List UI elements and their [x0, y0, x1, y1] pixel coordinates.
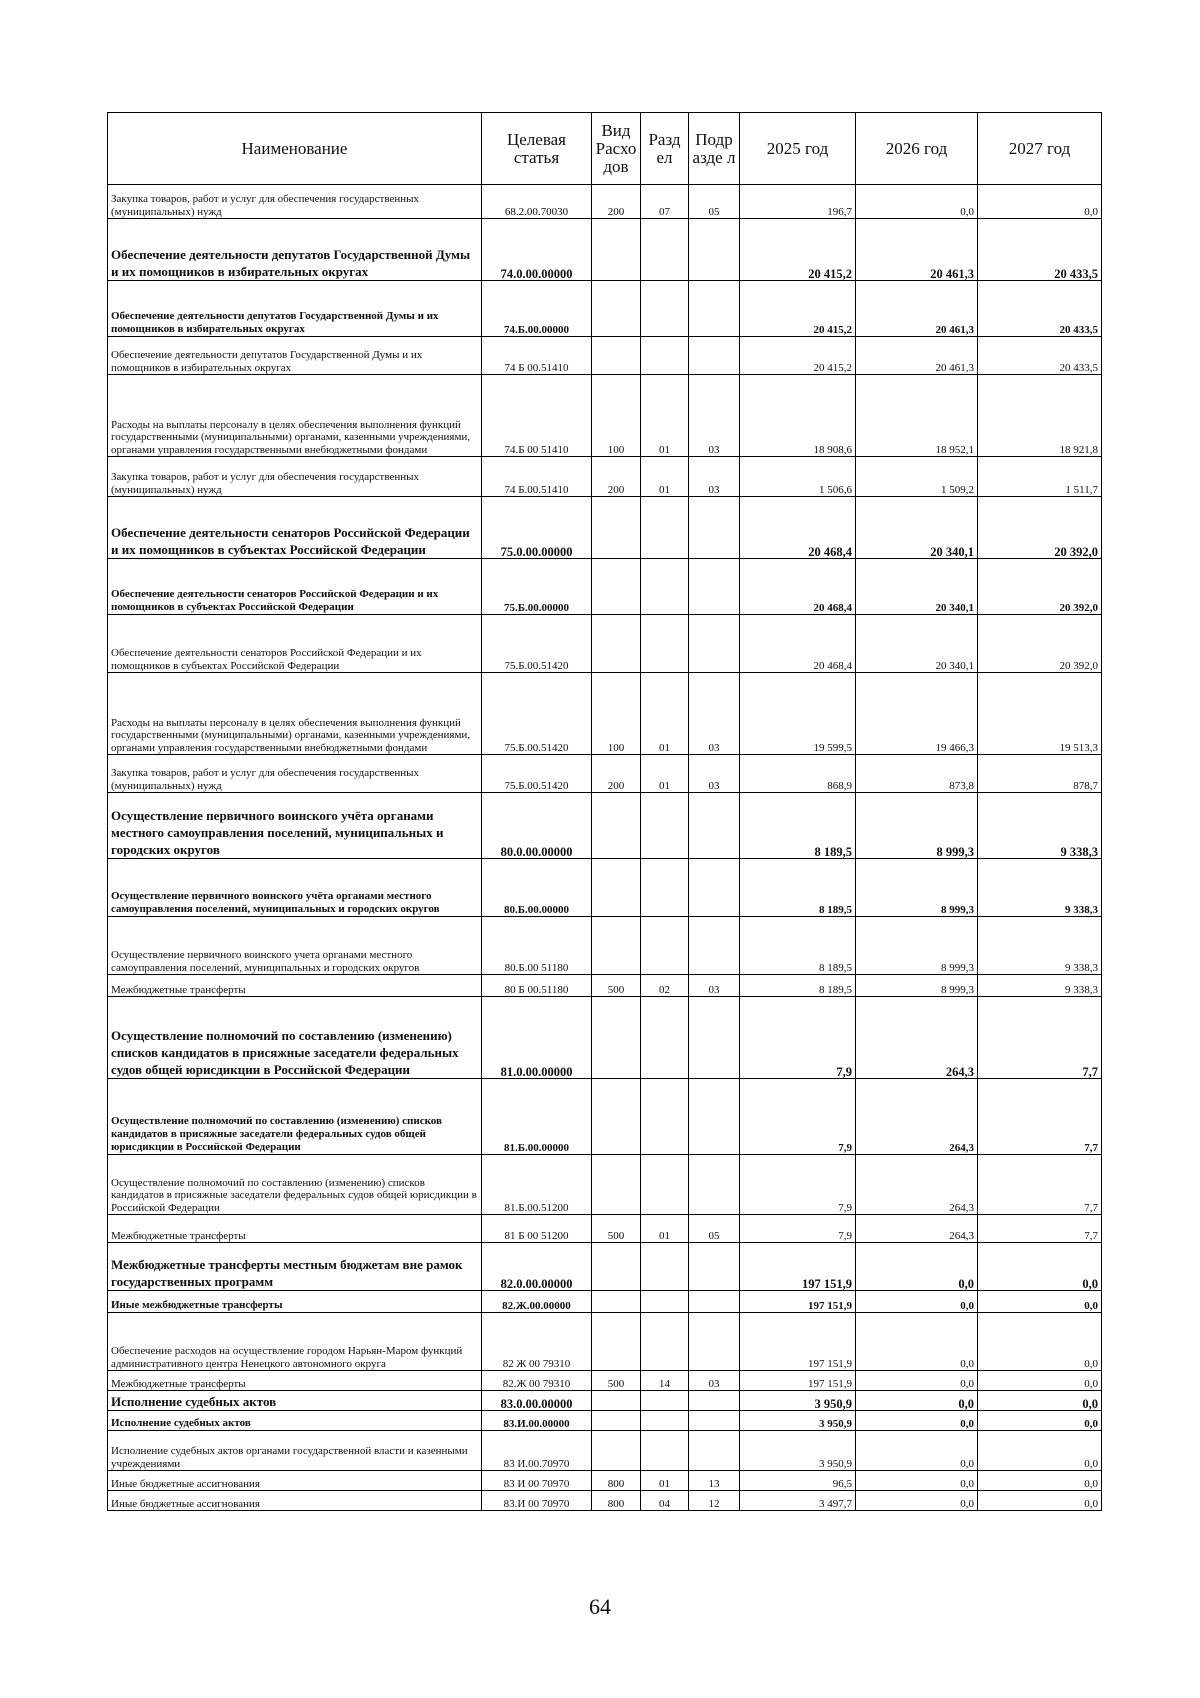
cell-2025: 197 151,9	[740, 1371, 856, 1391]
cell-vid	[592, 997, 641, 1079]
cell-vid: 800	[592, 1491, 641, 1511]
cell-2026: 0,0	[856, 1243, 978, 1291]
table-row	[108, 185, 1102, 219]
page-number: 64	[589, 1594, 611, 1619]
cell-name: Обеспечение деятельности депутатов Государственной Думы и их помощников в избирательных округах	[108, 337, 482, 375]
cell-podrazd	[689, 1243, 740, 1291]
cell-name: Закупка товаров, работ и услуг для обеспечения государственных (муниципальных) нужд	[108, 755, 482, 793]
cell-2026: 0,0	[856, 1411, 978, 1431]
cell-2025: 20 468,4	[740, 497, 856, 559]
cell-razd: 01	[641, 375, 689, 457]
cell-vid	[592, 1079, 641, 1155]
cell-name: Исполнение судебных актов	[108, 1391, 482, 1411]
cell-vid: 500	[592, 1215, 641, 1243]
cell-target: 75.0.00.00000	[482, 497, 592, 559]
cell-razd: 07	[641, 185, 689, 219]
cell-target: 74 Б 00.51410	[482, 337, 592, 375]
cell-podrazd	[689, 497, 740, 559]
cell-2026: 873,8	[856, 755, 978, 793]
cell-target: 75.Б.00.51420	[482, 615, 592, 673]
cell-razd	[641, 997, 689, 1079]
cell-name: Обеспечение деятельности сенаторов Российской Федерации и их помощников в субъектах Российской Федерации	[108, 615, 482, 673]
cell-podrazd	[689, 793, 740, 859]
cell-target: 74.Б.00.00000	[482, 281, 592, 337]
cell-podrazd: 03	[689, 375, 740, 457]
cell-2027: 0,0	[978, 185, 1102, 219]
cell-podrazd	[689, 917, 740, 975]
cell-vid	[592, 219, 641, 281]
table-row	[108, 457, 1102, 497]
cell-vid	[592, 859, 641, 917]
table-row	[108, 497, 1102, 559]
cell-2025: 18 908,6	[740, 375, 856, 457]
cell-podrazd	[689, 1431, 740, 1471]
cell-name: Межбюджетные трансферты	[108, 1215, 482, 1243]
cell-2026: 264,3	[856, 1215, 978, 1243]
header-target: Целевая статья	[482, 113, 592, 185]
cell-razd: 02	[641, 975, 689, 997]
cell-target: 83.0.00.00000	[482, 1391, 592, 1411]
header-podrazd: Подр азде л	[689, 113, 740, 185]
cell-name: Закупка товаров, работ и услуг для обеспечения государственных (муниципальных) нужд	[108, 457, 482, 497]
table-header-row	[108, 113, 1102, 185]
cell-name: Осуществление первичного воинского учета органами местного самоуправления поселений, муниципальных и городских округов	[108, 917, 482, 975]
cell-2027: 20 392,0	[978, 559, 1102, 615]
table-row	[108, 615, 1102, 673]
cell-podrazd	[689, 1391, 740, 1411]
cell-2026: 8 999,3	[856, 917, 978, 975]
cell-2027: 7,7	[978, 997, 1102, 1079]
cell-razd	[641, 859, 689, 917]
cell-razd	[641, 615, 689, 673]
cell-vid	[592, 917, 641, 975]
cell-vid: 200	[592, 185, 641, 219]
table-row	[108, 1155, 1102, 1215]
cell-2027: 0,0	[978, 1391, 1102, 1411]
cell-2027: 18 921,8	[978, 375, 1102, 457]
cell-razd	[641, 1291, 689, 1313]
cell-2026: 0,0	[856, 185, 978, 219]
cell-name: Иные межбюджетные трансферты	[108, 1291, 482, 1313]
cell-target: 75.Б.00.51420	[482, 673, 592, 755]
cell-vid	[592, 615, 641, 673]
cell-name: Обеспечение деятельности сенаторов Российской Федерации и их помощников в субъектах Российской Федерации	[108, 559, 482, 615]
cell-target: 81.0.00.00000	[482, 997, 592, 1079]
cell-2025: 1 506,6	[740, 457, 856, 497]
table-row	[108, 793, 1102, 859]
cell-target: 80.Б.00.00000	[482, 859, 592, 917]
cell-2026: 0,0	[856, 1371, 978, 1391]
cell-2027: 20 433,5	[978, 219, 1102, 281]
table-row	[108, 1431, 1102, 1471]
cell-razd	[641, 1431, 689, 1471]
cell-name: Осуществление полномочий по составлению (изменению) списков кандидатов в присяжные заседатели федеральных судов общей юрисдикции в Российской Федерации	[108, 1155, 482, 1215]
cell-2026: 20 340,1	[856, 615, 978, 673]
cell-razd	[641, 1155, 689, 1215]
cell-name: Межбюджетные трансферты местным бюджетам вне рамок государственных программ	[108, 1243, 482, 1291]
cell-2025: 8 189,5	[740, 917, 856, 975]
table-row	[108, 1243, 1102, 1291]
cell-target: 83 И 00 70970	[482, 1471, 592, 1491]
cell-2027: 9 338,3	[978, 975, 1102, 997]
cell-2027: 9 338,3	[978, 917, 1102, 975]
cell-2026: 0,0	[856, 1313, 978, 1371]
cell-2025: 868,9	[740, 755, 856, 793]
cell-name: Осуществление первичного воинского учёта органами местного самоуправления поселений, муниципальных и городских округов	[108, 793, 482, 859]
cell-2027: 1 511,7	[978, 457, 1102, 497]
cell-vid	[592, 281, 641, 337]
cell-name: Межбюджетные трансферты	[108, 1371, 482, 1391]
cell-podrazd	[689, 859, 740, 917]
cell-vid	[592, 337, 641, 375]
cell-2025: 8 189,5	[740, 793, 856, 859]
cell-2026: 20 461,3	[856, 281, 978, 337]
cell-vid: 100	[592, 375, 641, 457]
cell-name: Обеспечение расходов на осуществление городом Нарьян-Маром функций административного центра Ненецкого автономного округа	[108, 1313, 482, 1371]
cell-2027: 9 338,3	[978, 793, 1102, 859]
cell-2026: 1 509,2	[856, 457, 978, 497]
cell-target: 83.И.00.00000	[482, 1411, 592, 1431]
cell-razd: 04	[641, 1491, 689, 1511]
cell-podrazd	[689, 559, 740, 615]
cell-name: Обеспечение деятельности депутатов Государственной Думы и их помощников в избирательных округах	[108, 219, 482, 281]
header-2025: 2025 год	[740, 113, 856, 185]
cell-2025: 7,9	[740, 1215, 856, 1243]
cell-podrazd: 03	[689, 975, 740, 997]
cell-2027: 0,0	[978, 1431, 1102, 1471]
table-row	[108, 337, 1102, 375]
cell-razd	[641, 917, 689, 975]
table-row	[108, 1371, 1102, 1391]
cell-vid: 200	[592, 755, 641, 793]
cell-2026: 8 999,3	[856, 793, 978, 859]
cell-2025: 3 950,9	[740, 1411, 856, 1431]
cell-podrazd: 13	[689, 1471, 740, 1491]
cell-2026: 0,0	[856, 1491, 978, 1511]
budget-table	[107, 112, 1102, 1511]
cell-podrazd	[689, 1313, 740, 1371]
cell-razd	[641, 337, 689, 375]
cell-2027: 0,0	[978, 1371, 1102, 1391]
header-vid: Вид Расхо дов	[592, 113, 641, 185]
cell-2025: 3 950,9	[740, 1431, 856, 1471]
cell-razd	[641, 1079, 689, 1155]
cell-podrazd: 03	[689, 673, 740, 755]
cell-name: Исполнение судебных актов органами государственной власти и казенными учреждениями	[108, 1431, 482, 1471]
cell-podrazd	[689, 1291, 740, 1313]
cell-podrazd	[689, 615, 740, 673]
cell-2027: 20 392,0	[978, 615, 1102, 673]
cell-2026: 0,0	[856, 1431, 978, 1471]
cell-razd	[641, 497, 689, 559]
table-row	[108, 859, 1102, 917]
cell-2025: 196,7	[740, 185, 856, 219]
cell-name: Осуществление полномочий по составлению (изменению) списков кандидатов в присяжные заседатели федеральных судов общей юрисдикции в Российской Федерации	[108, 1079, 482, 1155]
table-row	[108, 375, 1102, 457]
cell-2025: 7,9	[740, 997, 856, 1079]
cell-2027: 20 433,5	[978, 337, 1102, 375]
cell-razd: 01	[641, 755, 689, 793]
cell-2026: 264,3	[856, 1079, 978, 1155]
cell-2025: 197 151,9	[740, 1313, 856, 1371]
table-row	[108, 1471, 1102, 1491]
cell-2025: 7,9	[740, 1155, 856, 1215]
cell-razd	[641, 559, 689, 615]
cell-2026: 8 999,3	[856, 975, 978, 997]
table-row	[108, 1291, 1102, 1313]
cell-vid	[592, 559, 641, 615]
cell-2026: 19 466,3	[856, 673, 978, 755]
cell-2027: 7,7	[978, 1155, 1102, 1215]
cell-target: 75.Б.00.00000	[482, 559, 592, 615]
cell-2025: 3 950,9	[740, 1391, 856, 1411]
cell-2027: 7,7	[978, 1079, 1102, 1155]
table-row	[108, 917, 1102, 975]
header-razd: Разд ел	[641, 113, 689, 185]
cell-razd	[641, 219, 689, 281]
cell-2025: 19 599,5	[740, 673, 856, 755]
cell-name: Осуществление полномочий по составлению (изменению) списков кандидатов в присяжные заседатели федеральных судов общей юрисдикции в Российской Федерации	[108, 997, 482, 1079]
cell-vid: 500	[592, 975, 641, 997]
cell-vid	[592, 497, 641, 559]
table-row	[108, 219, 1102, 281]
cell-2025: 20 415,2	[740, 219, 856, 281]
cell-2027: 19 513,3	[978, 673, 1102, 755]
cell-2025: 20 468,4	[740, 559, 856, 615]
cell-podrazd	[689, 1079, 740, 1155]
cell-razd	[641, 1313, 689, 1371]
cell-2026: 20 461,3	[856, 219, 978, 281]
cell-razd: 14	[641, 1371, 689, 1391]
cell-2027: 0,0	[978, 1471, 1102, 1491]
cell-vid	[592, 1291, 641, 1313]
cell-podrazd: 03	[689, 457, 740, 497]
cell-razd: 01	[641, 1471, 689, 1491]
cell-razd	[641, 281, 689, 337]
table-row	[108, 1491, 1102, 1511]
cell-podrazd	[689, 281, 740, 337]
cell-vid	[592, 1155, 641, 1215]
cell-2025: 20 415,2	[740, 337, 856, 375]
cell-target: 82 Ж 00 79310	[482, 1313, 592, 1371]
table-row	[108, 1079, 1102, 1155]
cell-podrazd: 05	[689, 1215, 740, 1243]
cell-2026: 20 461,3	[856, 337, 978, 375]
cell-2026: 0,0	[856, 1291, 978, 1313]
cell-podrazd	[689, 1411, 740, 1431]
table-row	[108, 755, 1102, 793]
cell-podrazd: 03	[689, 755, 740, 793]
table-row	[108, 997, 1102, 1079]
cell-target: 80.0.00.00000	[482, 793, 592, 859]
table-row	[108, 1411, 1102, 1431]
cell-podrazd: 03	[689, 1371, 740, 1391]
cell-target: 83 И.00.70970	[482, 1431, 592, 1471]
cell-vid	[592, 1411, 641, 1431]
cell-vid	[592, 793, 641, 859]
cell-2025: 197 151,9	[740, 1291, 856, 1313]
table-body	[108, 185, 1102, 1511]
cell-name: Иные бюджетные ассигнования	[108, 1471, 482, 1491]
cell-2025: 7,9	[740, 1079, 856, 1155]
cell-2027: 20 392,0	[978, 497, 1102, 559]
header-2027: 2027 год	[978, 113, 1102, 185]
cell-vid: 100	[592, 673, 641, 755]
cell-2027: 878,7	[978, 755, 1102, 793]
cell-2026: 8 999,3	[856, 859, 978, 917]
cell-vid	[592, 1391, 641, 1411]
cell-target: 81.Б.00.00000	[482, 1079, 592, 1155]
cell-target: 68.2.00.70030	[482, 185, 592, 219]
cell-target: 82.Ж 00 79310	[482, 1371, 592, 1391]
cell-razd: 01	[641, 1215, 689, 1243]
cell-name: Иные бюджетные ассигнования	[108, 1491, 482, 1511]
table-row	[108, 1215, 1102, 1243]
cell-2027: 20 433,5	[978, 281, 1102, 337]
cell-2026: 0,0	[856, 1391, 978, 1411]
cell-target: 82.Ж.00.00000	[482, 1291, 592, 1313]
cell-name: Межбюджетные трансферты	[108, 975, 482, 997]
cell-2025: 20 468,4	[740, 615, 856, 673]
cell-2027: 0,0	[978, 1411, 1102, 1431]
cell-podrazd	[689, 219, 740, 281]
cell-name: Обеспечение деятельности сенаторов Российской Федерации и их помощников в субъектах Российской Федерации	[108, 497, 482, 559]
cell-vid	[592, 1431, 641, 1471]
cell-2025: 8 189,5	[740, 975, 856, 997]
cell-2025: 3 497,7	[740, 1491, 856, 1511]
cell-2025: 96,5	[740, 1471, 856, 1491]
cell-2025: 20 415,2	[740, 281, 856, 337]
table-row	[108, 673, 1102, 755]
cell-podrazd	[689, 997, 740, 1079]
cell-vid	[592, 1243, 641, 1291]
cell-target: 74 Б.00.51410	[482, 457, 592, 497]
cell-name: Расходы на выплаты персоналу в целях обеспечения выполнения функций государственными (муниципальными) органами, казенными учреждениями, органами управления государственными внебюджетными фондами	[108, 375, 482, 457]
cell-target: 74.0.00.00000	[482, 219, 592, 281]
cell-podrazd: 12	[689, 1491, 740, 1511]
cell-name: Обеспечение деятельности депутатов Государственной Думы и их помощников в избирательных округах	[108, 281, 482, 337]
cell-vid: 800	[592, 1471, 641, 1491]
cell-2025: 197 151,9	[740, 1243, 856, 1291]
cell-2027: 0,0	[978, 1291, 1102, 1313]
cell-2026: 264,3	[856, 997, 978, 1079]
cell-target: 74.Б 00 51410	[482, 375, 592, 457]
cell-vid: 500	[592, 1371, 641, 1391]
cell-2026: 264,3	[856, 1155, 978, 1215]
table-row	[108, 281, 1102, 337]
cell-target: 81 Б 00 51200	[482, 1215, 592, 1243]
header-2026: 2026 год	[856, 113, 978, 185]
cell-target: 80 Б 00.51180	[482, 975, 592, 997]
cell-2027: 0,0	[978, 1313, 1102, 1371]
cell-podrazd: 05	[689, 185, 740, 219]
cell-2026: 18 952,1	[856, 375, 978, 457]
cell-2026: 20 340,1	[856, 497, 978, 559]
cell-name: Исполнение судебных актов	[108, 1411, 482, 1431]
cell-target: 83.И 00 70970	[482, 1491, 592, 1511]
cell-vid: 200	[592, 457, 641, 497]
table-row	[108, 1313, 1102, 1371]
cell-2026: 20 340,1	[856, 559, 978, 615]
cell-razd: 01	[641, 457, 689, 497]
cell-razd	[641, 793, 689, 859]
cell-razd	[641, 1411, 689, 1431]
cell-name: Расходы на выплаты персоналу в целях обеспечения выполнения функций государственными (муниципальными) органами, казенными учреждениями, органами управления государственными внебюджетными фондами	[108, 673, 482, 755]
table-row	[108, 559, 1102, 615]
table-row	[108, 1391, 1102, 1411]
cell-target: 80.Б.00 51180	[482, 917, 592, 975]
cell-2025: 8 189,5	[740, 859, 856, 917]
cell-2027: 0,0	[978, 1491, 1102, 1511]
cell-name: Осуществление первичного воинского учёта органами местного самоуправления поселений, муниципальных и городских округов	[108, 859, 482, 917]
cell-podrazd	[689, 337, 740, 375]
cell-razd	[641, 1243, 689, 1291]
cell-2027: 7,7	[978, 1215, 1102, 1243]
cell-2027: 0,0	[978, 1243, 1102, 1291]
cell-razd: 01	[641, 673, 689, 755]
table-row	[108, 975, 1102, 997]
cell-2026: 0,0	[856, 1471, 978, 1491]
cell-2027: 9 338,3	[978, 859, 1102, 917]
cell-name: Закупка товаров, работ и услуг для обеспечения государственных (муниципальных) нужд	[108, 185, 482, 219]
cell-target: 75.Б.00.51420	[482, 755, 592, 793]
cell-target: 82.0.00.00000	[482, 1243, 592, 1291]
cell-vid	[592, 1313, 641, 1371]
cell-target: 81.Б.00.51200	[482, 1155, 592, 1215]
cell-podrazd	[689, 1155, 740, 1215]
cell-razd	[641, 1391, 689, 1411]
header-name: Наименование	[108, 113, 482, 185]
